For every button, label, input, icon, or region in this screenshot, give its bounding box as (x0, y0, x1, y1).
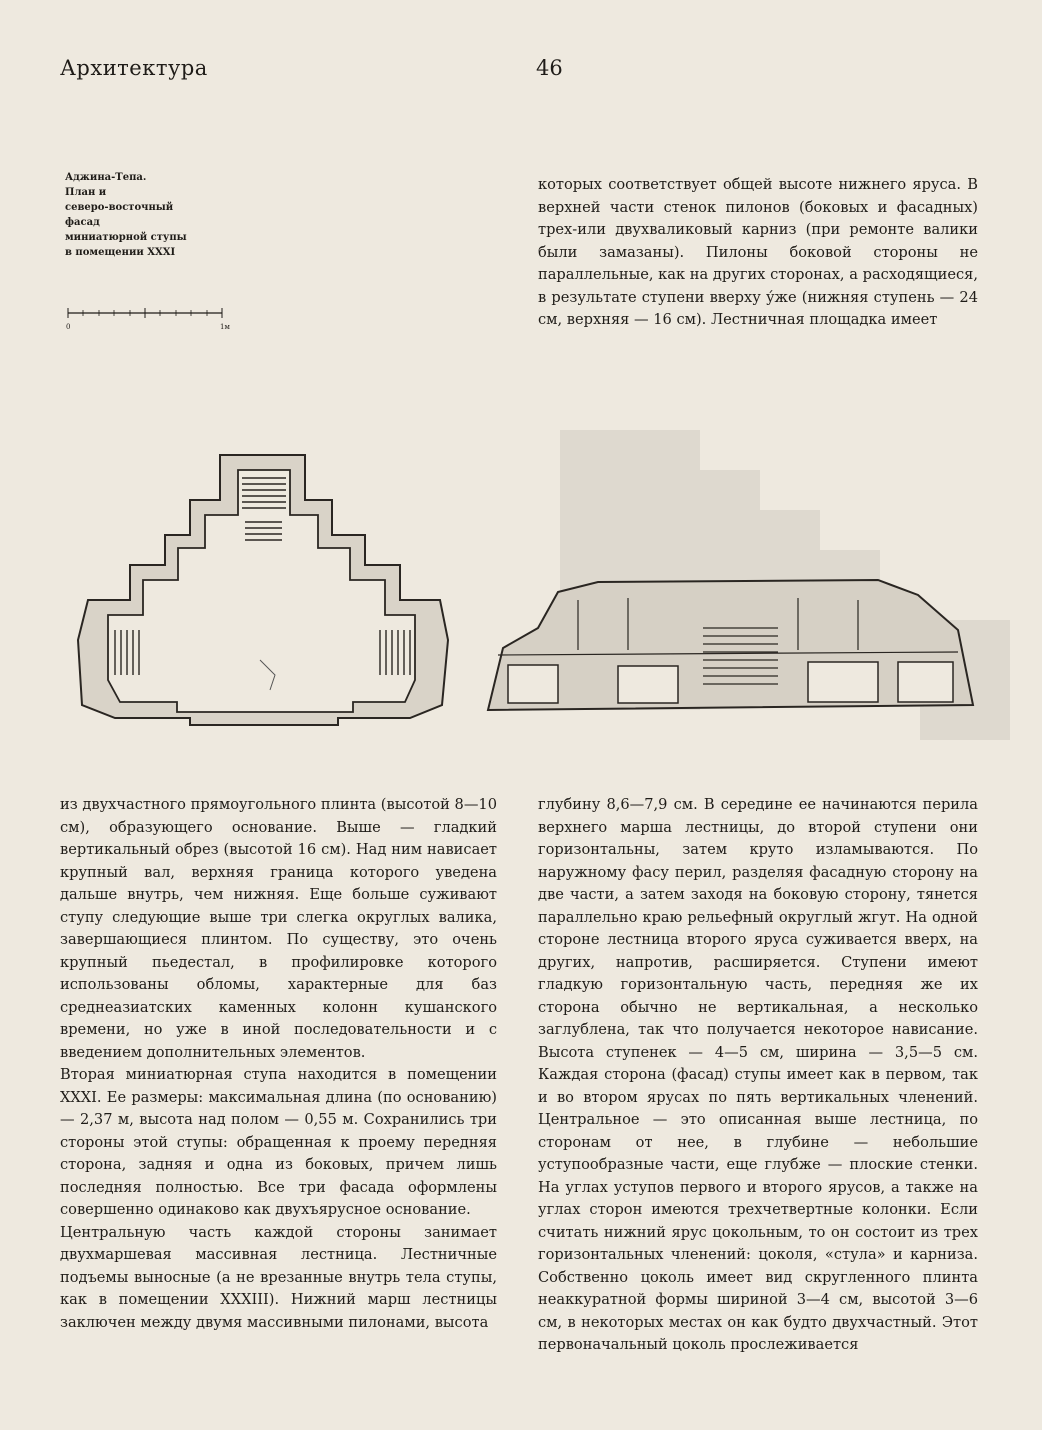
paragraph: глубину 8,6—7,9 см. В середине ее начинаются перила верхнего марша лестницы, до второй ступени они горизонтальны, затем круто изламываются. По наружному фасу перил, разделяя фасадную сторону на две части, а затем заходя на боковую сторону, тянется параллельно краю рельефный округлый жгут. На одной стороне лестница второго яруса суживается вверх, на других, напротив, расширяется. Ступени имеют гладкую горизонтальную часть, передняя же их сторона обычно не вертикальная, а несколько заглублена, так что получается некоторое нависание. Высота ступенек — 4—5 см, ширина — 3,5—5 см. Каждая сторона (фасад) ступы имеет как в первом, так и во втором ярусах по пять вертикальных членений. Центральное — это описанная выше лестница, по сторонам от нее, в глубине — небольшие уступообразные части, еще глубже — плоские стенки. На углах уступов первого и второго ярусов, а также на углах сторон имеются трехчетвертные колонки. Если считать нижний ярус цокольным, то он состоит из трех горизонтальных членений: цоколя, «стула» и карниза. Собственно цоколь имеет вид скругленного плинта неаккуратной формы шириной 3—4 см, высотой 3—6 см, в некоторых местах он как будто двухчастный. Этот первоначальный цоколь прослеживается (538, 796, 978, 1353)
paragraph: Центральную часть каждой стороны занимает двухмаршевая массивная лестница. Лестничные подъемы выносные (а не врезанные внутрь тела ступы, как в помещении XXXIII). Нижний марш лестницы заключен между двумя массивными пилонами, высота (60, 1223, 497, 1331)
text-column-right (538, 794, 978, 1357)
caption-line: в помещении XXXI (65, 247, 176, 258)
caption-line: миниатюрной ступы (65, 232, 187, 243)
paragraph: Вторая миниатюрная ступа находится в помещении XXXI. Ее размеры: максимальная длина (по основанию) — 2,37 м, высота над полом — 0,55 м. Сохранились три стороны этой ступы: обращенная к проему передняя сторона, задняя и одна из боковых, причем лишь последняя полностью. Все три фасада оформлены совершенно одинаково как двухъярусное основание. (60, 1066, 497, 1218)
paragraph: которых соответствует общей высоте нижнего яруса. В верхней части стенок пилонов (боковых и фасадных) трех-или двухваликовый карниз (при ремонте валики были замазаны). Пилоны боковой стороны не параллельные, как на других сторонах, а расходящиеся, в результате ступени вверху у́же (нижняя ступень — 24 см, верхняя — 16 см). Лестничная площадка имеет (538, 176, 978, 328)
stupa-plan-drawing (70, 440, 460, 740)
text-column-left (60, 794, 497, 1334)
scale-bar (64, 303, 234, 333)
figure-caption (65, 170, 205, 260)
stupa-facade-drawing (478, 570, 978, 720)
caption-line: Аджина-Тепа. (65, 172, 147, 183)
paragraph: из двухчастного прямоугольного плинта (высотой 8—10 см), образующего основание. Выше — гладкий вертикальный обрез (высотой 16 см). Над ним нависает крупный вал, верхняя граница которого уведена дальше внутрь, чем нижняя. Еще больше суживают ступу следующие выше три слегка округлых валика, завершающиеся плинтом. По существу, это очень крупный пьедестал, в профилировке которого использованы обломы, характерные для баз среднеазиатских каменных колонн кушанского времени, но уже в иной последовательности и с введением дополнительных элементов. (60, 796, 497, 1061)
running-head: Архитектура (60, 56, 208, 80)
page-number: 46 (536, 56, 563, 80)
scale-start-label: 0 (66, 323, 71, 331)
caption-line: План и (65, 187, 107, 198)
caption-line: северо-восточный (65, 202, 174, 213)
text-column-top-right (538, 174, 978, 332)
caption-line: фасад (65, 217, 100, 228)
scale-end-label: 1м (220, 323, 230, 331)
